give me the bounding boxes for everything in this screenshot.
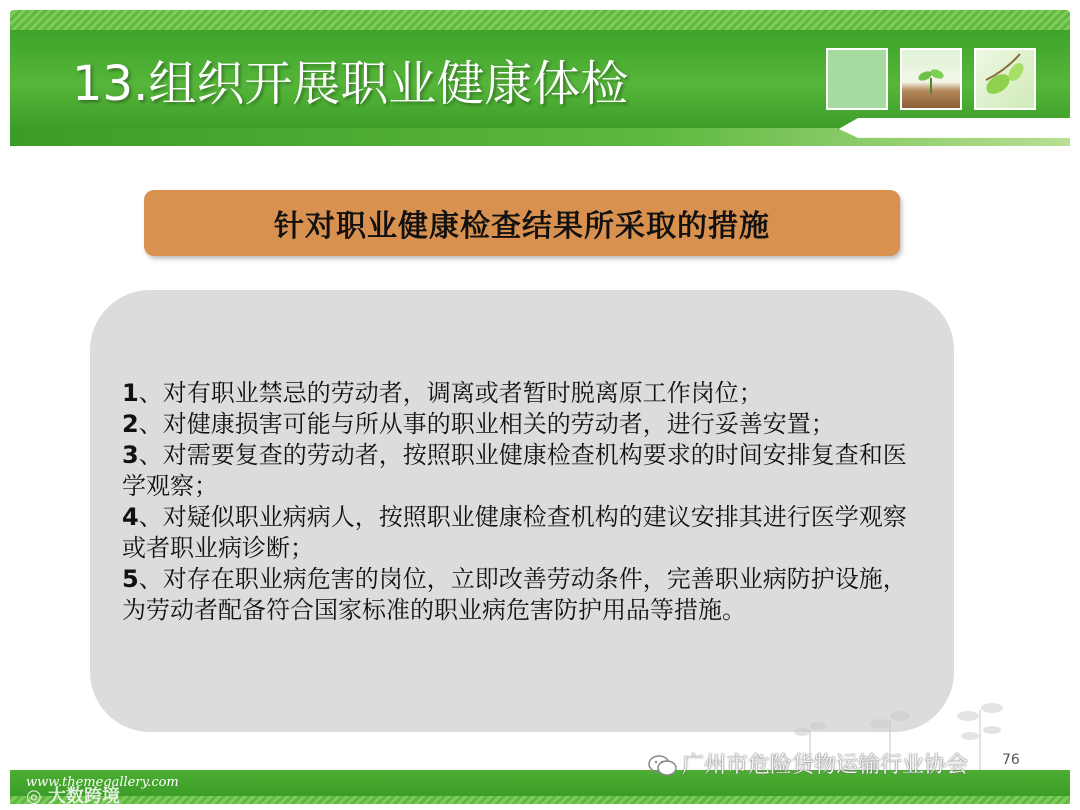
measure-number: 5	[122, 565, 139, 593]
measure-item	[122, 378, 922, 409]
measure-number: 4	[122, 503, 139, 531]
measure-text: 、对有职业禁忌的劳动者，调离或者暂时脱离原工作岗位；	[138, 379, 763, 407]
measure-number: 3	[122, 441, 139, 469]
measure-item	[122, 440, 922, 502]
footer-logo: ◎ 大数跨境	[26, 786, 120, 807]
slide-title: 13.组织开展职业健康体检	[72, 56, 629, 112]
measures-heading	[144, 190, 900, 256]
measure-text: 、对需要复查的劳动者，按照职业健康检查机构要求的时间安排复查和医学观察；	[122, 441, 907, 500]
measure-text: 、对健康损害可能与所从事的职业相关的劳动者，进行妥善安置；	[138, 410, 835, 438]
leaf-thumbnail	[974, 48, 1036, 110]
page-number: 76	[1002, 752, 1020, 768]
measures-heading-text: 针对职业健康检查结果所采取的措施	[274, 209, 770, 244]
measure-number: 1	[122, 379, 139, 407]
footer-url: www.themegallery.com	[26, 775, 179, 790]
header-thumbnail-plain	[826, 48, 888, 110]
measure-text: 、对存在职业病危害的岗位，立即改善劳动条件，完善职业病防护设施，为劳动者配备符合国家标准的职业病危害防护用品等措施。	[122, 565, 907, 624]
measure-item	[122, 409, 922, 440]
header-stripe	[10, 10, 1070, 32]
measures-list	[122, 378, 922, 626]
footer-stripe	[10, 796, 1070, 804]
measure-item	[122, 564, 922, 626]
measure-text: 、对疑似职业病病人，按照职业健康检查机构的建议安排其进行医学观察或者职业病诊断；	[122, 503, 907, 562]
header-underline	[10, 128, 1070, 146]
wechat-icon	[648, 754, 678, 778]
measure-item	[122, 502, 922, 564]
watermark	[648, 748, 968, 779]
measure-number: 2	[122, 410, 139, 438]
sprout-thumbnail	[900, 48, 962, 110]
footer-logo-text: 大数跨境	[47, 786, 120, 807]
watermark-text: 广州市危险货物运输行业协会	[682, 753, 969, 778]
